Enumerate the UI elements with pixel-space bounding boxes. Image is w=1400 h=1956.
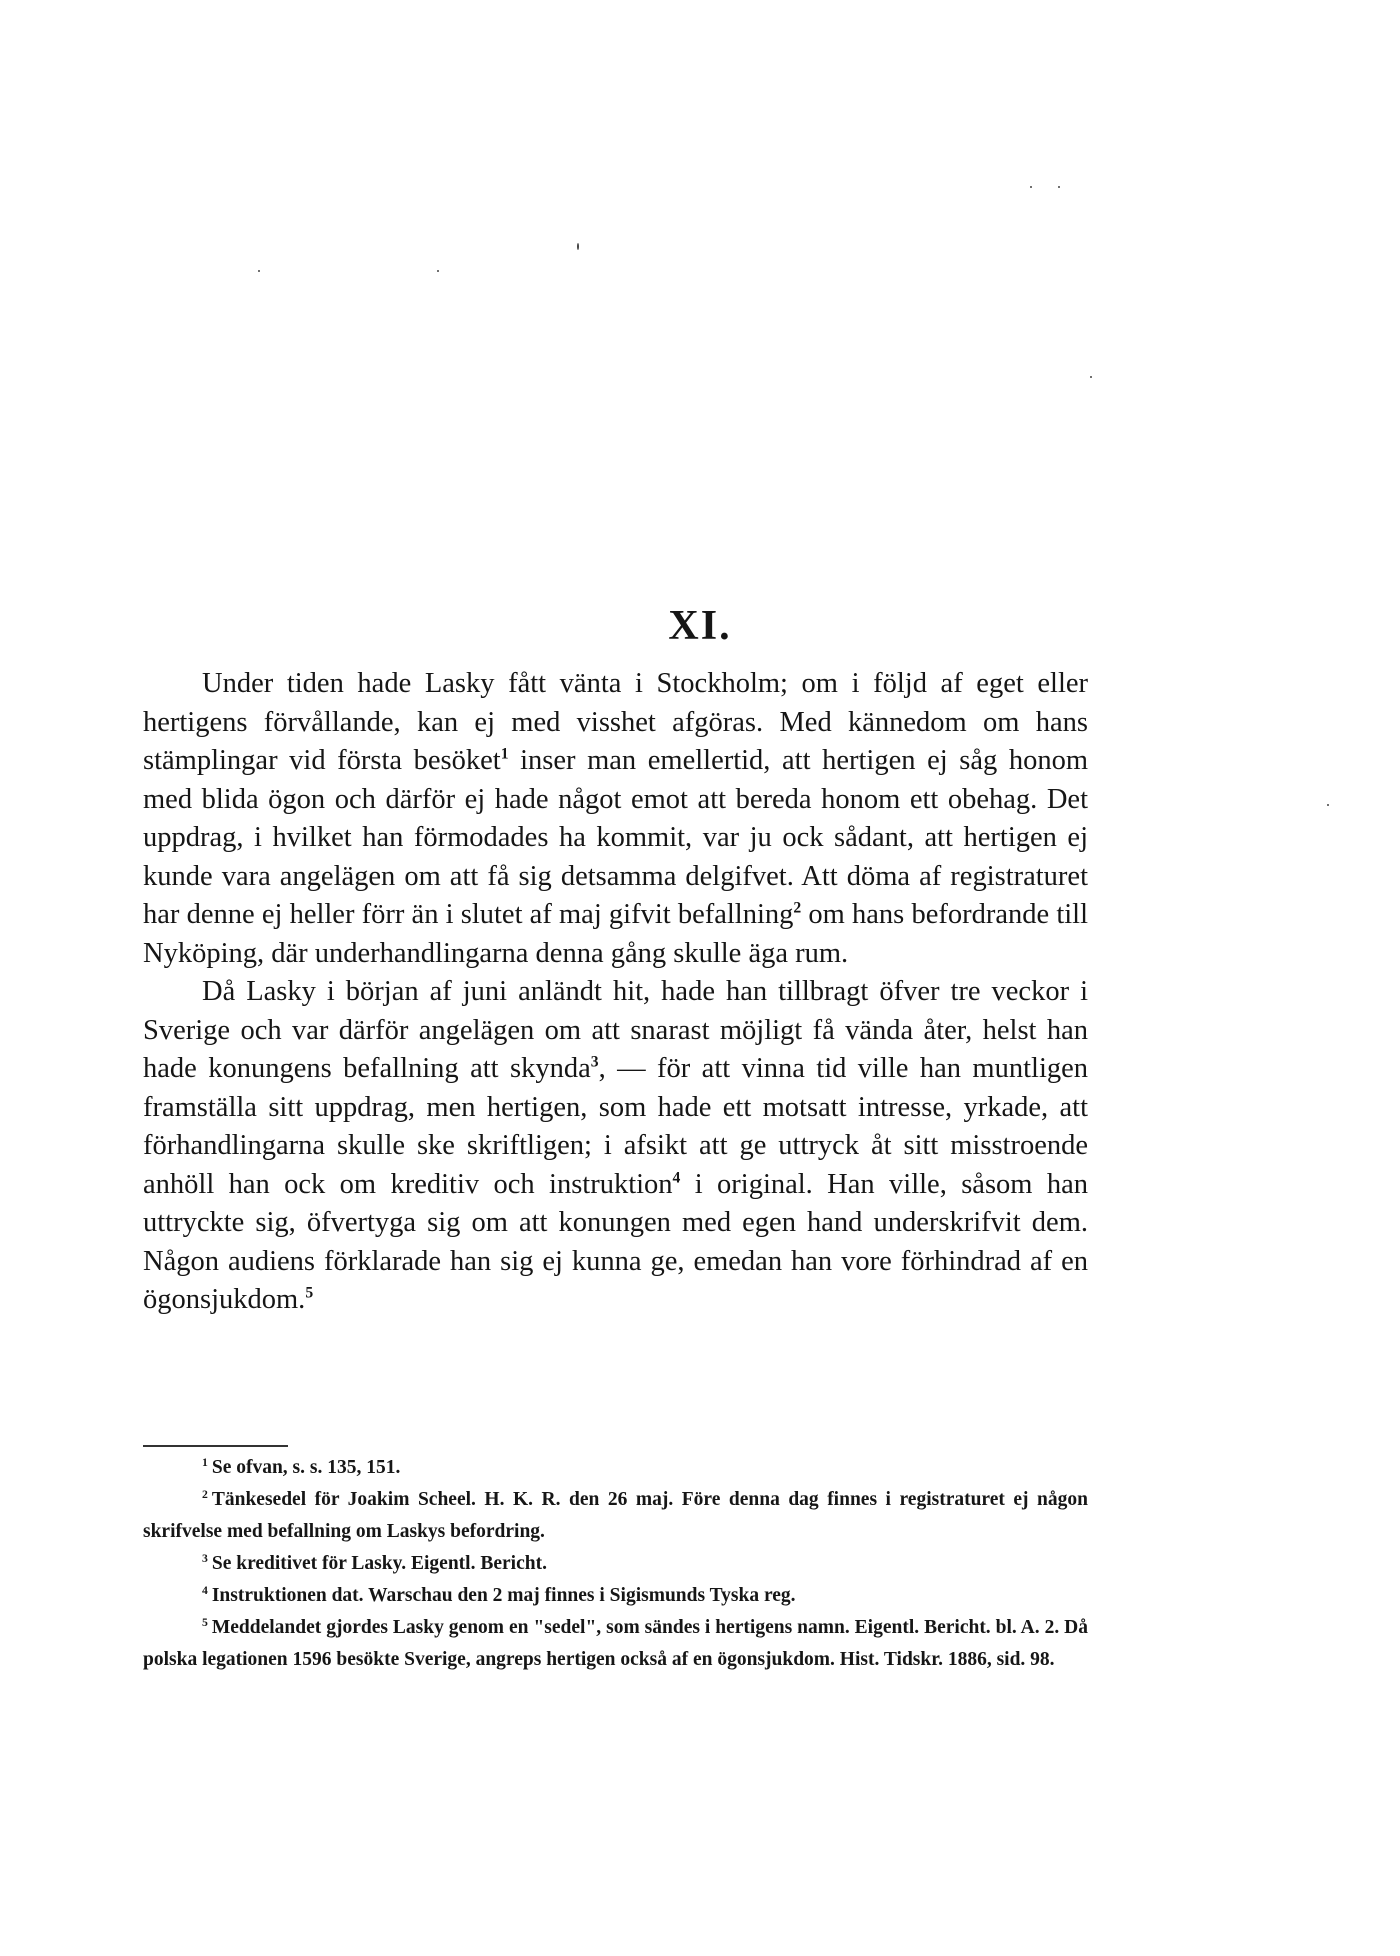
scan-speck [1327, 804, 1329, 806]
scan-speck [437, 270, 439, 272]
footnote-text: Meddelandet gjordes Lasky genom en "sedel", som sändes i hertigens namn. Eigentl. Bericht. bl. A. 2. Då polska legationen 1596 besökte Sverige, angreps hertigen också af en ögonsjukdom. Hist. Tidskr. 1886, sid. 98. [143, 1617, 1088, 1670]
paragraph-text: Då Lasky i början af juni anländt hit, hade han tillbragt öfver tre veckor i Sverige och var därför angelägen om att snarast möjligt få vända åter, helst han hade konungens befallning att skynda [143, 976, 1088, 1084]
paragraph-text: Under tiden hade Lasky fått vänta i Stockholm; om i följd af eget eller hertigens förvållande, kan ej med visshet afgöras. Med kännedom om hans stämplingar vid första besöket [143, 668, 1088, 776]
paragraph [143, 973, 1088, 1320]
footnote [143, 1548, 1088, 1580]
paragraph-text: , — för att vinna tid ville han muntligen framställa sitt uppdrag, men hertigen, som hade ett motsatt intresse, yrkade, att förhandlingarna skulle ske skriftligen; i afsikt att ge uttryck åt sitt misstroende anhöll han ock om kreditiv och instruktion [143, 1053, 1089, 1200]
footnote-ref: 5 [305, 1284, 314, 1302]
scan-speck [1090, 376, 1092, 378]
scan-speck [1030, 186, 1032, 188]
footnote-text: Se kreditivet för Lasky. Eigentl. Bericht. [211, 1553, 547, 1574]
footnote [143, 1612, 1088, 1676]
footnote [143, 1452, 1088, 1484]
chapter-heading: XI. [668, 603, 732, 649]
scan-speck [258, 270, 260, 272]
footnote-text: Instruktionen dat. Warschau den 2 maj finnes i Sigismunds Tyska reg. [211, 1585, 796, 1606]
footnote-text: Se ofvan, s. s. 135, 151. [211, 1457, 401, 1478]
footnote-divider [143, 1445, 288, 1447]
footnote [143, 1580, 1088, 1612]
body-text [143, 665, 1088, 1320]
footnote-mark: 1 [202, 1455, 208, 1469]
footnote [143, 1484, 1088, 1548]
footnote-ref: 4 [672, 1169, 681, 1186]
scan-speck [577, 243, 579, 250]
footnote-mark: 2 [202, 1487, 208, 1501]
paragraph-text: i original. Han ville, såsom han uttryckte sig, öfvertyga sig om att konungen med egen hand underskrifvit dem. Någon audiens förklarade han sig ej kunna ge, emedan han vore förhindrad af en ögonsjukdom. [143, 1168, 1088, 1315]
footnotes [143, 1452, 1088, 1676]
footnote-mark: 3 [202, 1551, 208, 1565]
paragraph-text: inser man emellertid, att hertigen ej såg honom med blida ögon och därför ej hade något emot att bereda honom ett obehag. Det uppdrag, i hvilket han förmodades ha kommit, var ju ock sådant, att hertigen ej kunde vara angelägen om att få sig detsamma delgifvet. Att döma af registraturet har denne ej heller förr än i slutet af maj gifvit befallning [143, 745, 1088, 930]
footnote-ref: 2 [793, 899, 802, 917]
footnote-ref: 1 [500, 745, 509, 763]
footnote-ref: 3 [590, 1053, 599, 1071]
footnote-mark: 5 [202, 1615, 208, 1629]
paragraph-text: om hans befordrande till Nyköping, där underhandlingarna denna gång skulle äga rum. [143, 899, 1088, 969]
paragraph [143, 665, 1088, 973]
footnote-text: Tänkesedel för Joakim Scheel. H. K. R. den 26 maj. Före denna dag finnes i registraturet ej någon skrifvelse med befallning om Laskys befordring. [143, 1489, 1088, 1542]
footnote-mark: 4 [202, 1583, 208, 1597]
scan-speck [1058, 186, 1060, 188]
